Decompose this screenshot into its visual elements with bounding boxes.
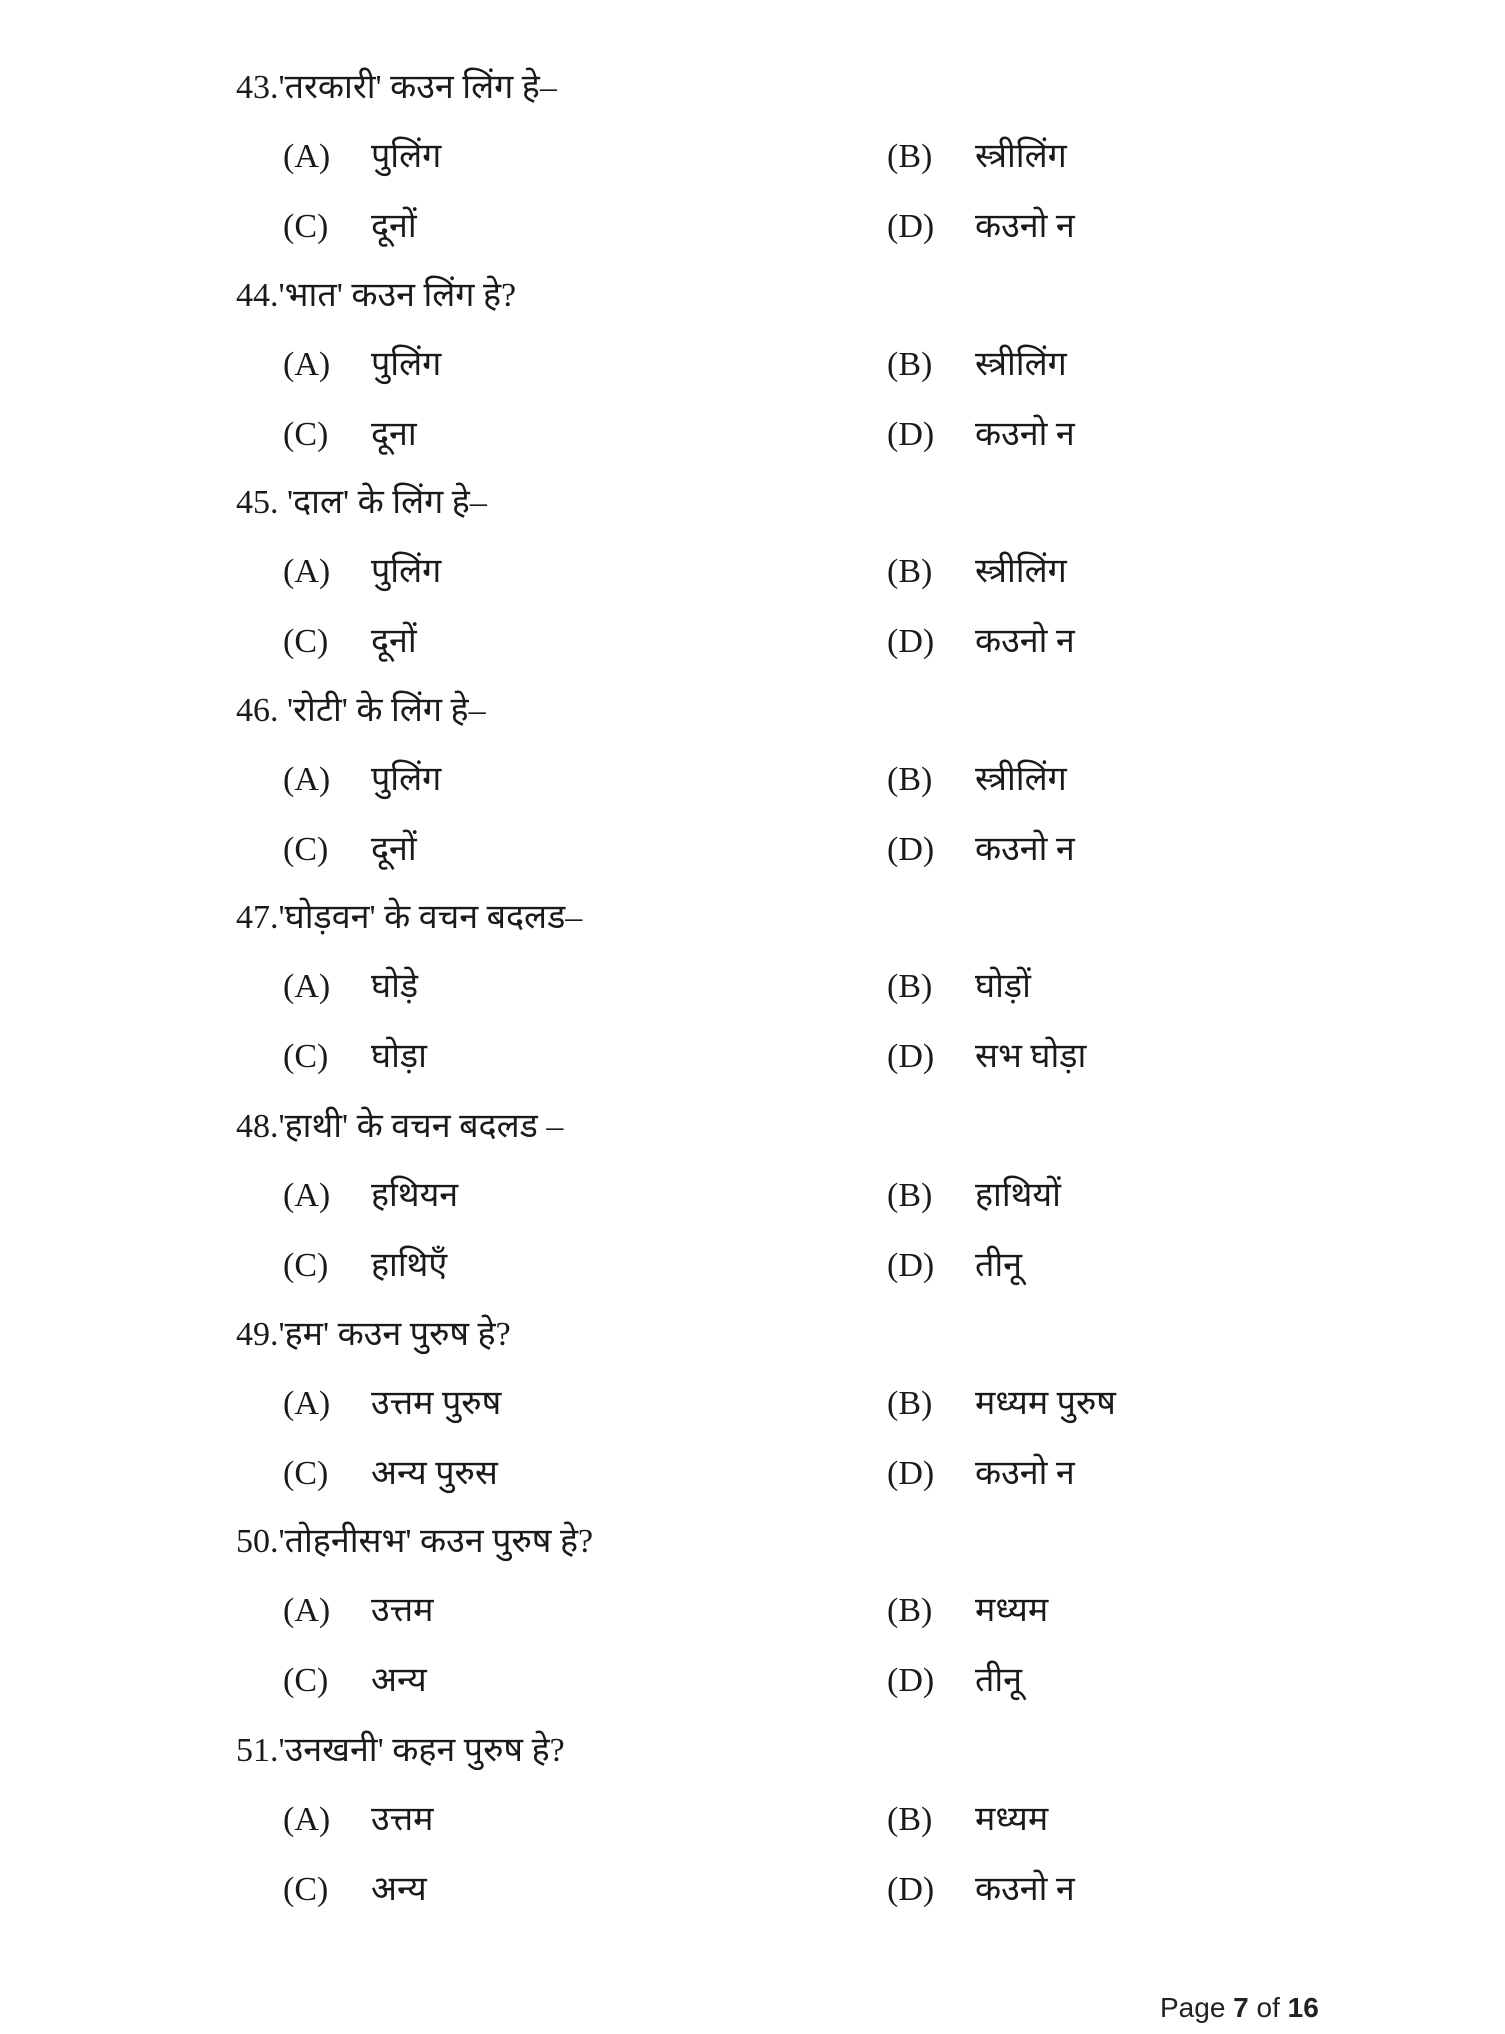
option-label: (A) [283, 1177, 331, 1214]
option-text: सभ घोड़ा [975, 1038, 1087, 1075]
option-label: (C) [283, 1038, 329, 1075]
option-b [887, 552, 1067, 592]
question-text: 'उनखनी' कहन पुरुष हे? [278, 1732, 565, 1769]
option-text: कउनो न [975, 1455, 1075, 1492]
question-text: 'रोटी' के लिंग हे– [278, 692, 486, 729]
option-label: (A) [283, 761, 331, 798]
option-text: तीनू [975, 1662, 1023, 1699]
option-c [283, 1454, 498, 1494]
option-text: दूना [371, 416, 417, 453]
option-text: कउनो न [975, 623, 1075, 660]
option-label: (C) [283, 1455, 329, 1492]
option-a [283, 345, 441, 385]
option-d [887, 1454, 1075, 1494]
question-number: 47. [236, 899, 279, 936]
question-45 [236, 483, 487, 523]
option-label: (C) [283, 1247, 329, 1284]
option-label: (C) [283, 623, 329, 660]
option-d [887, 1246, 1022, 1286]
option-text: तीनू [975, 1247, 1023, 1284]
question-47 [236, 898, 582, 938]
option-text: उत्तम [371, 1801, 434, 1838]
question-number: 50. [236, 1523, 279, 1560]
question-48 [236, 1107, 563, 1147]
option-text: घोड़े [371, 968, 419, 1005]
option-c [283, 1037, 427, 1077]
option-text: स्त्रीलिंग [975, 761, 1067, 798]
option-text: मध्यम पुरुष [975, 1385, 1116, 1422]
option-label: (D) [887, 1455, 935, 1492]
option-label: (C) [283, 208, 329, 245]
question-number: 46. [236, 692, 279, 729]
option-d [887, 1661, 1022, 1701]
option-text: हथियन [371, 1177, 459, 1214]
question-51 [236, 1731, 565, 1771]
option-text: हाथिएँ [371, 1247, 448, 1284]
question-46 [236, 691, 486, 731]
option-b [887, 967, 1031, 1007]
option-c [283, 1246, 447, 1286]
question-text: 'तरकारी' कउन लिंग हे– [278, 69, 557, 106]
option-b [887, 1176, 1061, 1216]
option-label: (A) [283, 968, 331, 1005]
option-label: (D) [887, 831, 935, 868]
option-c [283, 1661, 427, 1701]
option-text: कउनो न [975, 208, 1075, 245]
option-label: (D) [887, 1247, 935, 1284]
option-label: (D) [887, 623, 935, 660]
option-label: (A) [283, 138, 331, 175]
option-text: स्त्रीलिंग [975, 553, 1067, 590]
option-label: (C) [283, 416, 329, 453]
option-a [283, 1176, 458, 1216]
question-number: 48. [236, 1108, 279, 1145]
option-b [887, 345, 1067, 385]
question-43 [236, 68, 557, 108]
question-number: 51. [236, 1732, 279, 1769]
option-b [887, 760, 1067, 800]
question-49 [236, 1315, 511, 1355]
option-label: (D) [887, 1871, 935, 1908]
option-a [283, 760, 441, 800]
option-text: स्त्रीलिंग [975, 138, 1067, 175]
option-label: (B) [887, 761, 933, 798]
option-label: (B) [887, 138, 933, 175]
option-label: (D) [887, 1038, 935, 1075]
option-label: (D) [887, 208, 935, 245]
option-label: (C) [283, 1871, 329, 1908]
question-text: 'दाल' के लिंग हे– [278, 484, 487, 521]
option-b [887, 137, 1067, 177]
question-50 [236, 1522, 593, 1562]
option-label: (A) [283, 553, 331, 590]
option-text: दूनों [371, 831, 417, 868]
option-a [283, 1384, 501, 1424]
option-d [887, 1870, 1075, 1910]
question-44 [236, 276, 516, 316]
option-label: (B) [887, 1385, 933, 1422]
option-a [283, 967, 418, 1007]
option-a [283, 1800, 433, 1840]
question-text: 'घोड़वन' के वचन बदलड– [278, 899, 583, 936]
page-number: Page 7 of 16 [1160, 1992, 1319, 2023]
option-d [887, 207, 1075, 247]
option-label: (B) [887, 553, 933, 590]
option-text: मध्यम [975, 1801, 1049, 1838]
option-a [283, 137, 441, 177]
option-text: दूनों [371, 208, 417, 245]
question-text: 'हम' कउन पुरुष हे? [278, 1316, 511, 1353]
option-c [283, 207, 417, 247]
option-label: (B) [887, 1801, 933, 1838]
option-text: अन्य [371, 1871, 427, 1908]
option-text: अन्य पुरुस [371, 1455, 498, 1492]
question-text: 'तोहनीसभ' कउन पुरुष हे? [278, 1523, 594, 1560]
option-text: कउनो न [975, 831, 1075, 868]
option-label: (A) [283, 346, 331, 383]
question-number: 43. [236, 69, 279, 106]
question-text: 'हाथी' के वचन बदलड – [278, 1108, 564, 1145]
option-label: (B) [887, 968, 933, 1005]
option-text: उत्तम [371, 1592, 434, 1629]
question-number: 44. [236, 277, 279, 314]
option-text: पुलिंग [371, 346, 442, 383]
option-text: पुलिंग [371, 553, 442, 590]
question-number: 45. [236, 484, 279, 521]
option-label: (C) [283, 831, 329, 868]
option-text: हाथियों [975, 1177, 1061, 1214]
option-c [283, 830, 417, 870]
option-label: (D) [887, 1662, 935, 1699]
option-d [887, 830, 1075, 870]
option-label: (A) [283, 1592, 331, 1629]
option-text: उत्तम पुरुष [371, 1385, 502, 1422]
option-a [283, 1591, 433, 1631]
option-c [283, 622, 417, 662]
option-label: (A) [283, 1385, 331, 1422]
option-c [283, 415, 417, 455]
option-c [283, 1870, 427, 1910]
option-d [887, 622, 1075, 662]
option-label: (A) [283, 1801, 331, 1838]
option-label: (D) [887, 416, 935, 453]
option-text: घोड़ा [371, 1038, 427, 1075]
option-text: अन्य [371, 1662, 427, 1699]
option-text: पुलिंग [371, 761, 442, 798]
option-label: (B) [887, 1592, 933, 1629]
option-text: घोड़ों [975, 968, 1031, 1005]
question-text: 'भात' कउन लिंग हे? [278, 277, 517, 314]
question-number: 49. [236, 1316, 279, 1353]
option-text: पुलिंग [371, 138, 442, 175]
option-b [887, 1384, 1116, 1424]
option-b [887, 1591, 1048, 1631]
option-label: (B) [887, 346, 933, 383]
option-text: कउनो न [975, 1871, 1075, 1908]
option-text: मध्यम [975, 1592, 1049, 1629]
option-text: स्त्रीलिंग [975, 346, 1067, 383]
option-label: (B) [887, 1177, 933, 1214]
option-text: कउनो न [975, 416, 1075, 453]
option-text: दूनों [371, 623, 417, 660]
option-label: (C) [283, 1662, 329, 1699]
option-b [887, 1800, 1048, 1840]
option-d [887, 1037, 1086, 1077]
option-d [887, 415, 1075, 455]
option-a [283, 552, 441, 592]
